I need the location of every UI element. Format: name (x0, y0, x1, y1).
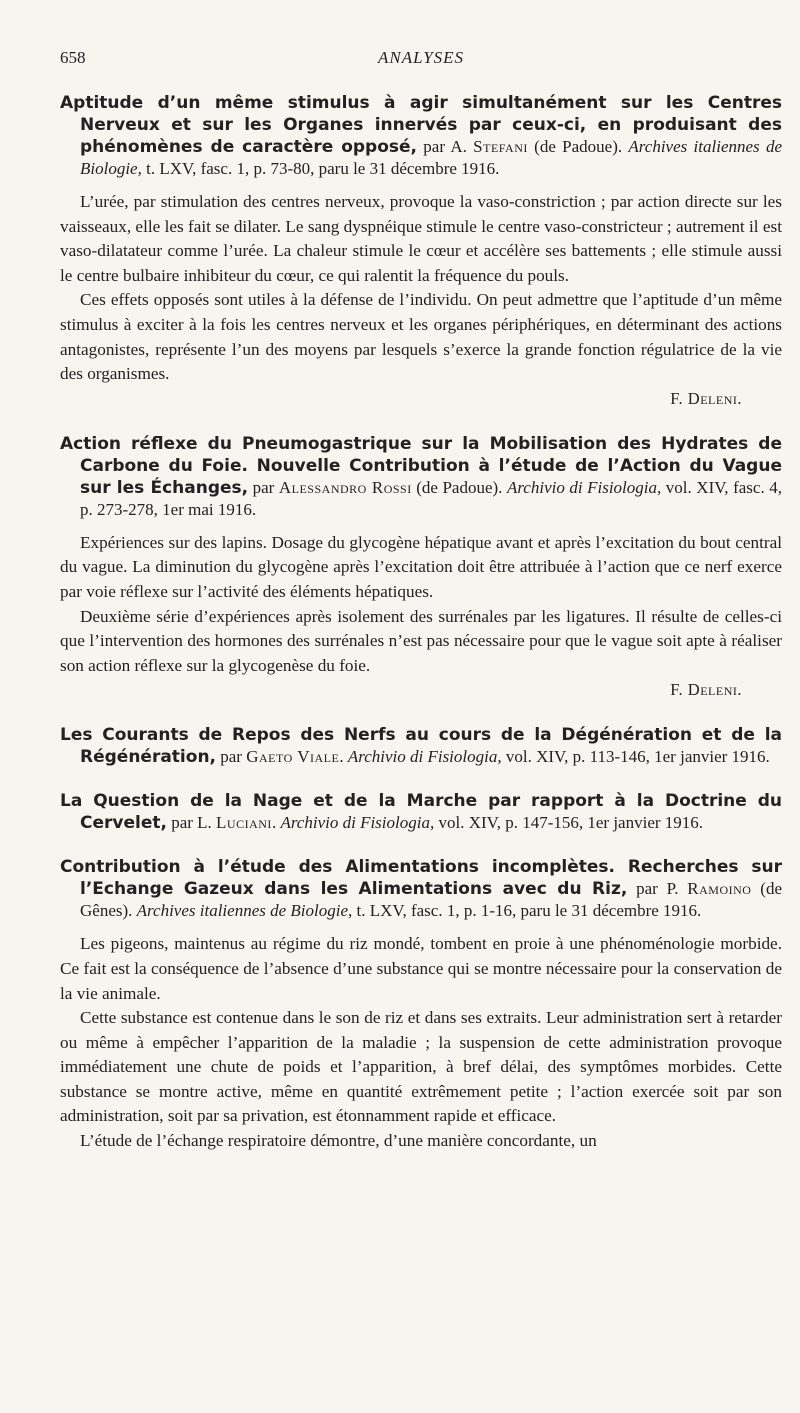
article-heading (60, 724, 782, 768)
article-paragraph: Les pigeons, maintenus au régime du riz mondé, tombent en proie à une phénoménologie morbide. Ce fait est la conséquence de l’absence d’une substance qui se montre nécessaire pour la conservation de la vie animale. (60, 934, 782, 1003)
journal-name: Archives italiennes de Biologie, (80, 137, 782, 178)
citation-details: vol. XIV, p. 147-156, 1er janvier 1916. (434, 813, 704, 833)
author-name: Luciani (216, 813, 272, 833)
page-number: 658 (60, 48, 86, 67)
article (60, 790, 782, 834)
citation-par: par L. (166, 813, 217, 833)
running-title: ANALYSES (377, 48, 465, 67)
article-paragraph: Ces effets opposés sont utiles à la défense de l’individu. On peut admettre que l’aptitude d’un même stimulus à exciter à la fois les centres nerveux et les organes périphériques, en déterminant des actions antagonistes, représente l’un des moyens par lesquels s’exerce la grande fonction régulatrice de la vie des organismes. (60, 290, 782, 384)
article (60, 724, 782, 768)
article-title: Aptitude d’un même stimulus à agir simultanément sur les Centres Nerveux et sur les Organes innervés par ceux-ci, en produisant des phénomènes de caractère opposé, (60, 93, 782, 157)
journal-name: Archivio di Fisiologia, (506, 477, 662, 497)
article (60, 433, 782, 703)
article-heading (60, 92, 782, 180)
journal-name: Archivio di Fisiologia, (280, 813, 435, 833)
author-name: Ramoino (687, 879, 752, 899)
article-list (60, 92, 782, 1154)
citation-par: par A. (417, 137, 474, 156)
author-name: Alessandro Rossi (278, 477, 412, 497)
author-name: Stefani (473, 137, 528, 156)
author-affiliation: (de Padoue). (527, 137, 629, 156)
author-affiliation: . (339, 747, 348, 767)
article-paragraph: Deuxième série d’expériences après isolement des surrénales par les ligatures. Il résulte de celles-ci que l’intervention des hormones des surrénales n’est pas nécessaire pour que le vague soit apte à réaliser son action réflexe sur la glycogenèse du foie. (60, 606, 782, 675)
citation-par: par (216, 747, 247, 767)
author-affiliation: (de Padoue). (411, 477, 507, 497)
reviewer-signature: F. Deleni. (670, 388, 742, 408)
citation-details: t. LXV, fasc. 1, p. 73-80, paru le 31 décembre 1916. (141, 159, 500, 178)
page (60, 48, 782, 1176)
citation-par: par (248, 477, 279, 497)
reviewer-signature: F. Deleni. (670, 680, 742, 700)
citation-par: par P. (627, 879, 688, 899)
article-title: Action réflexe du Pneumogastrique sur la Mobilisation des Hydrates de Carbone du Foie. Nouvelle Contribution à l’étude de l’Action du Vague sur les Échanges, (60, 433, 782, 498)
journal-name: Archivio di Fisiologia, (347, 747, 502, 767)
author-affiliation: (de Gênes). (80, 879, 782, 921)
journal-name: Archives italiennes de Biologie, (136, 901, 353, 921)
article-paragraph: L’urée, par stimulation des centres nerveux, provoque la vaso-constriction ; par action directe sur les vaisseaux, elle les fait se dilater. Le sang dyspnéique stimule le centre vaso-constricteur ; autrement il est vaso-dilatateur comme l’urée. La chaleur stimule le cœur et accélère ses battements ; elle stimule aussi le centre bulbaire inhibiteur du cœur, ce qui ralentit la fréquence du pouls. (60, 192, 782, 285)
article-paragraph: Expériences sur des lapins. Dosage du glycogène hépatique avant et après l’excitation du bout central du vague. La diminution du glycogène après l’excitation doit être attribuée à l’action que ce nerf exerce par voie réflexe sur l’activité des éléments hépatiques. (60, 532, 782, 601)
article-paragraph: L’étude de l’échange respiratoire démontre, d’une manière concordante, un (80, 1131, 597, 1151)
article-heading (60, 433, 782, 521)
article (60, 92, 782, 411)
citation-details: vol. XIV, fasc. 4, p. 273-278, 1er mai 1916. (80, 477, 782, 519)
author-name: Gaeto Viale (246, 747, 340, 767)
citation-details: t. LXV, fasc. 1, p. 1-16, paru le 31 décembre 1916. (352, 901, 702, 921)
article-heading (60, 790, 782, 834)
article (60, 856, 782, 1153)
article-title: La Question de la Nage et de la Marche par rapport à la Doctrine du Cervelet, (60, 791, 782, 834)
running-header (60, 48, 782, 74)
article-paragraph: Cette substance est contenue dans le son de riz et dans ses extraits. Leur administration sert à retarder ou même à empêcher l’apparition de la maladie ; la suspension de cette administration provoque immédiatement une chute de poids et l’apparition, à bref délai, des symptômes morbides. Cette substance se montre active, même en quantité extrêmement petite ; l’action exercée soit par son administration, soit par sa privation, est étonnamment rapide et efficace. (60, 1008, 782, 1126)
article-title: Les Courants de Repos des Nerfs au cours de la Dégénération et de la Régénération, (60, 725, 782, 768)
author-affiliation: . (271, 813, 281, 833)
article-title: Contribution à l’étude des Alimentations incomplètes. Recherches sur l’Echange Gazeux dans les Alimentations avec du Riz, (60, 857, 782, 900)
citation-details: vol. XIV, p. 113-146, 1er janvier 1916. (501, 747, 770, 767)
article-heading (60, 856, 782, 922)
